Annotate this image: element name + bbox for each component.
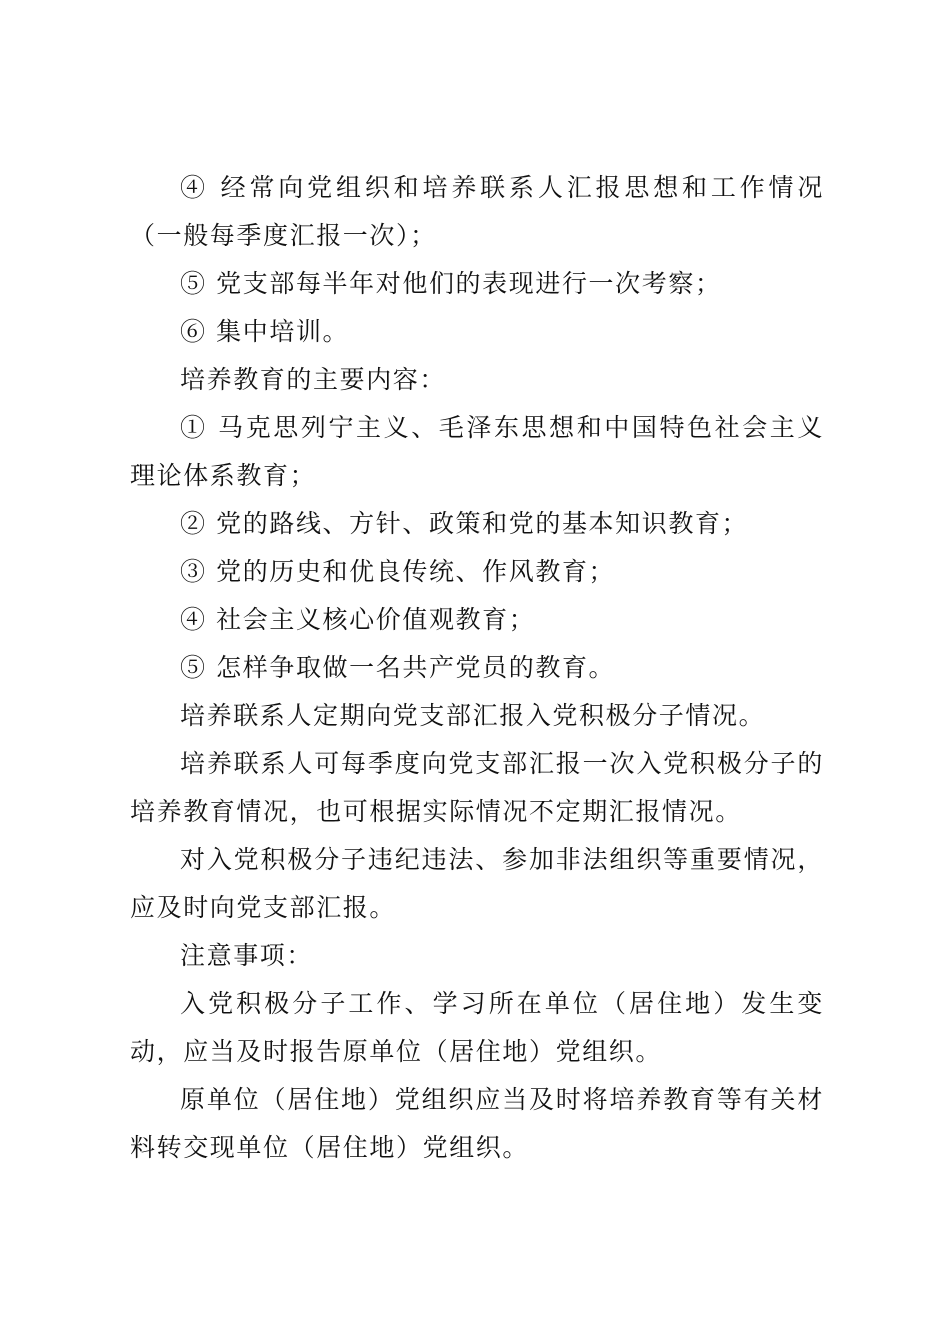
paragraph-centralized-training: ⑥ 集中培训。 xyxy=(180,317,350,346)
paragraph-quarterly-report: 培养联系人可每季度向党支部汇报一次入党积极分子的培养教育情况，也可根据实际情况不定期汇报情况。 xyxy=(130,749,824,826)
paragraph-violations-report: 对入党积极分子违纪违法、参加非法组织等重要情况，应及时向党支部汇报。 xyxy=(130,845,824,922)
paragraph-party-line-education: ② 党的路线、方针、政策和党的基本知识教育； xyxy=(180,509,749,538)
paragraph-notes-heading: 注意事项： xyxy=(180,941,314,970)
paragraph-theory-education: ① 马克思列宁主义、毛泽东思想和中国特色社会主义理论体系教育； xyxy=(130,413,824,490)
paragraph-party-history-education: ③ 党的历史和优良传统、作风教育； xyxy=(180,557,616,586)
document-page xyxy=(130,164,824,1172)
paragraph-report-thoughts: ④ 经常向党组织和培养联系人汇报思想和工作情况（一般每季度汇报一次）； xyxy=(130,173,824,250)
paragraph-materials-transfer: 原单位（居住地）党组织应当及时将培养教育等有关材料转交现单位（居住地）党组织。 xyxy=(130,1085,824,1162)
paragraph-education-contents-heading: 培养教育的主要内容： xyxy=(180,365,447,394)
paragraph-unit-change: 入党积极分子工作、学习所在单位（居住地）发生变动，应当及时报告原单位（居住地）党组织。 xyxy=(130,989,824,1066)
paragraph-branch-review: ⑤ 党支部每半年对他们的表现进行一次考察； xyxy=(180,269,722,298)
paragraph-become-member-education: ⑤ 怎样争取做一名共产党员的教育。 xyxy=(180,653,616,682)
paragraph-regular-report: 培养联系人定期向党支部汇报入党积极分子情况。 xyxy=(180,701,766,730)
paragraph-core-values-education: ④ 社会主义核心价值观教育； xyxy=(180,605,536,634)
